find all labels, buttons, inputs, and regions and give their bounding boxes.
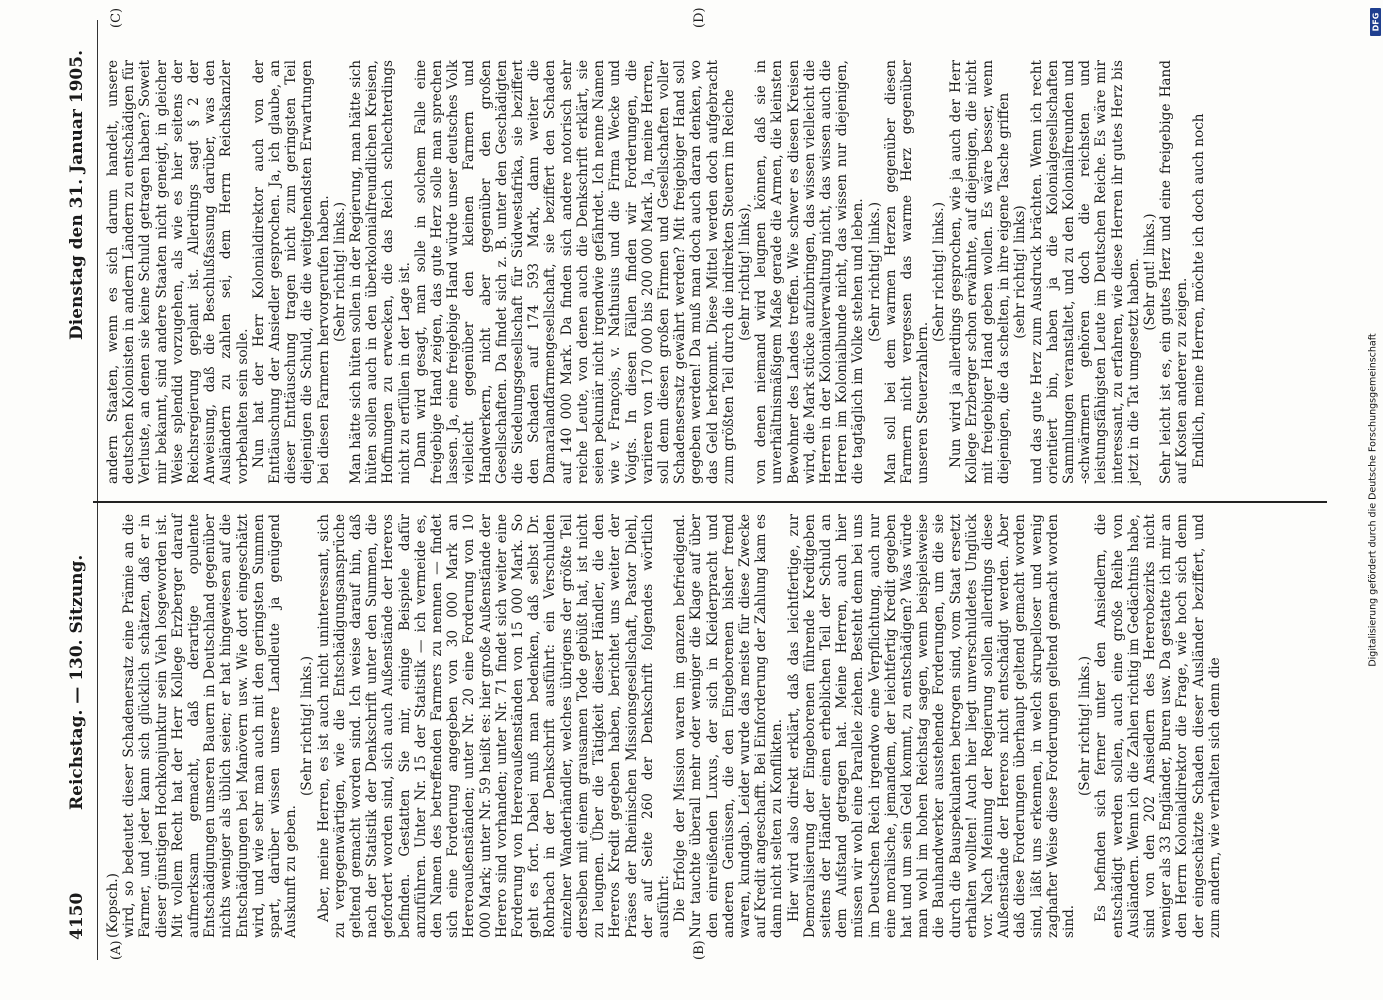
paragraph: wird, so bedeutet dieser Schadenersatz eine Prämie an die Farmer, und jeder kann sich glücklich schätzen, daß er in dieser günstigen Hochkonjunktur sein Vieh losgeworden ist. Mit vollem Recht hat der Herr Kollege Erzberger darauf aufmerksam gemacht, daß derartige opulente Entschädigungen unseren Bauern in Deutschland gegenüber nichts weniger als üblich seien; er hat hingewiesen auf die Entschädigungen bei Manövern usw. Wie dort eingeschätzt wird, und wie sehr man auch mit den geringsten Summen spart, darüber wissen unsere Landleute ja genügend Auskunft zu geben.	[120, 514, 299, 938]
header-rule	[97, 20, 98, 960]
paragraph: Man hätte sich hüten sollen in der Regierung, man hätte sich hüten sollen auch in den überkolonialfreundlichen Kreisen, Hoffnungen zu erwecken, die das Reich schlechterdings nicht zu erfüllen in der Lage ist.	[347, 60, 413, 484]
paragraph: von denen niemand wird leugnen können, daß sie in unverhältnismäßigem Maße gerade die Armen, die kleinsten Bewohner des Landes treffen. Wie schwer es diesen Kreisen wird, die Mark stücke aufzubringen, das wissen vielleicht die Herren in der Kolonialverwaltung nicht, das wissen auch die Herren im Kolonialbunde nicht, das wissen nur diejenigen, die tagtäglich im Volke stehen und leben.	[752, 60, 866, 484]
page-number: 4150	[66, 892, 87, 940]
paragraph: Es befinden sich ferner unter den Ansiedlern, die entschädigt werden sollen, auch eine große Reihe von Ausländern. Wenn ich die Zahlen richtig im Gedächtnis habe, sind von den 202 Ansiedlern des Hererobezirks nicht weniger als 33 Engländer, Buren usw. Da gestatte ich mir an den Herrn Kolonialdirektor die Frage, wie hoch sich denn der eingeschätzte Schaden dieser Ausländer beziffert, und zum andern, wie verhalten sich denn die	[1092, 514, 1223, 938]
paragraph: Dann wird gesagt, man solle in solchem Falle eine freigebige Hand zeigen, das gute Herz solle man sprechen lassen. Ja, eine freigebige Hand würde unser deutsches Volk vielleicht gegenüber den kleinen Farmern und Handwerkern, nicht aber gegenüber den großen Gesellschaften. Da findet sich z. B. unter den Geschädigten die Siedelungsgesellschaft für Südwestafrika, sie beziffert den Schaden auf 174 593 Mark, dann weiter die Damaralandfarmengesellschaft, sie beziffert den Schaden auf 140 000 Mark. Da finden sich andere notorisch sehr reiche Leute, von denen auch die Denkschrift erklärt, sie seien pekuniär nicht irgendwie gefährdet. Ich nenne Namen wie v. François, v. Nathusius und die Firma Wecke und Voigts. In diesen Fällen finden wir Forderungen, die variieren von 170 000 bis 200 000 Mark. Ja, meine Herren, soll denn diesen großen Firmen und Gesellschaften voller Schadensersatz gewährt werden? Mit freigebiger Hand soll gegeben werden! Da muß man doch auch daran denken, wo das Geld herkommt. Diese Mittel werden doch aufgebracht zum größten Teil durch die indirekten Steuern im Reiche	[412, 60, 737, 484]
paragraph: Nun wird ja allerdings gesprochen, wie ja auch der Herr Kollege Erzberger schon erwähnte, auf diejenigen, die nicht mit freigebiger Hand geben wollen. Es wäre besser, wenn diejenigen, die da schelten, in ihre eigene Tasche griffen	[947, 60, 1012, 484]
interjection: (Sehr richtig! links.)	[331, 201, 348, 343]
interjection: (Sehr gut! links.)	[1141, 213, 1158, 331]
interjection: (Sehr richtig! links.)	[866, 201, 883, 343]
paragraph: Endlich, meine Herren, möchte ich doch auch noch	[1190, 113, 1207, 468]
interjection: (sehr richtig! links)	[1011, 205, 1028, 339]
paragraph: Sehr leicht ist es, ein gutes Herz und eine freigebige Hand auf Kosten anderer zu zeigen.	[1157, 60, 1190, 484]
left-column	[105, 514, 1223, 938]
interjection: (Sehr richtig! links.)	[298, 655, 315, 797]
margin-marker-d: (D)	[691, 7, 707, 28]
right-column	[105, 60, 1207, 484]
page-header	[63, 40, 97, 940]
paragraph: und das gute Herz zum Ausdruck brächten. Wenn ich recht orientiert bin, haben ja die Kolonialgesellschaften Sammlungen veranstaltet, und zu den Kolonialfreunden und -schwärmern gehören doch die reichsten und leistungsfähigsten Leute im Deutschen Reiche. Es wäre mir interessant, zu erfahren, wie diese Herren ihr gutes Herz bis jetzt in die Tat umgesetzt haben.	[1028, 60, 1142, 484]
paragraph: andern Staaten, wenn es sich darum handelt, unsere deutschen Kolonisten in andern Ländern zu entschädigen für Verluste, an denen sie keine Schuld getragen haben? Soweit mir bekannt, sind andere Staaten nicht geneigt, in gleicher Weise splendid vorzugehen, als wie es hier seitens der Reichsregierung geplant ist. Allerdings sagt § 2 der Anweisung, daß die Beschlußfassung darüber, was den Ausländern zu zahlen sei, dem Herrn Reichskanzler vorbehalten sein solle.	[104, 60, 251, 484]
margin-marker-b: (B)	[691, 940, 707, 960]
paragraph: Nun hat der Herr Kolonialdirektor auch von der Enttäuschung der Ansiedler gesprochen. Ja, ich glaube, an dieser Enttäuschung tragen nicht zum geringsten Teil diejenigen die Schuld, die die weitgehendsten Erwartungen bei diesen Farmern hervorgerufen haben.	[250, 60, 332, 484]
speaker-name: (Kopsch.)	[104, 873, 121, 938]
interjection: (Sehr richtig! links.)	[1076, 655, 1093, 797]
session-title: Reichstag. — 130. Sitzung.	[66, 554, 87, 810]
column-divider	[93, 501, 1327, 503]
margin-marker-a: (A)	[108, 940, 124, 960]
quotation: Die Erfolge der Mission waren im ganzen befriedigend. Nur tauchte überall mehr oder weniger die Klage auf über den einreißenden Luxus, der sich in Kleiderpracht und anderen Genüssen, die den Eingeborenen bisher fremd waren, kundgab. Leider wurde das meiste für diese Zwecke auf Kredit angeschafft. Bei Einforderung der Zahlung kam es dann nicht selten zu Konflikten.	[671, 514, 785, 938]
margin-marker-c: (C)	[108, 7, 124, 28]
funding-note	[1366, 10, 1380, 990]
dfg-logo-text: DFG	[1371, 12, 1380, 32]
interjection: (sehr richtig! links),	[736, 203, 753, 341]
paragraph: Hier wird also direkt erklärt, daß das leichtfertige, zur Demoralisierung der Eingeborenen führende Kreditgeben seitens der Händler einen erheblichen Teil der Schuld an dem Aufstand getragen hat. Meine Herren, auch hier müssen wir wohl eine Parallele ziehen. Besteht denn bei uns im Deutschen Reich irgendwo eine Verpflichtung, auch nur eine moralische, jemandem, der leichtfertig Kredit gegeben hat und um sein Geld kommt, zu entschädigen? Was würde man wohl im hohen Reichstag sagen, wenn beispielsweise die Bauhandwerker ausstehende Forderungen, um die sie durch die Bauspekulanten betrogen sind, vom Staat ersetzt erhalten wollten! Auch hier liegt unverschuldetes Unglück vor. Nach Meinung der Regierung sollen allerdings diese Außenstände der Hereros nicht entschädigt werden. Aber daß diese Forderungen überhaupt geltend gemacht worden sind, läßt uns erkennen, in welch skrupelloser und wenig zaghafter Weise diese Forderungen geltend gemacht worden sind.	[785, 514, 1077, 938]
paragraph: Aber, meine Herren, es ist auch nicht uninteressant, sich zu vergegenwärtigen, wie die Entschädigungsansprüche geltend gemacht worden sind. Ich weise darauf hin, daß nach der Statistik der Denkschrift unter den Summen, die gefordert worden sind, sich auch Außenstände der Hereros befinden. Gestatten Sie mir, einige Beispiele dafür anzuführen. Unter Nr. 15 der Statistik — ich vermeide es, den Namen des betreffenden Farmers zu nennen — findet sich eine Forderung angegeben von 30 000 Mark an Hereroaußenständen; unter Nr. 20 eine Forderung von 10 000 Mark; unter Nr. 59 heißt es: hier große Außenstände der Herero sind vorhanden; unter Nr. 71 findet sich weiter eine Forderung von Hereroaußenständen von 15 000 Mark. So geht es fort. Dabei muß man bedenken, daß selbst Dr. Rohrbach in der Denkschrift ausführt: ein Verschulden einzelner Wanderhändler, welches übrigens der größte Teil derselben mit einem grausamen Tode gebüßt hat, ist nicht zu leugnen. Über die Tätigkeit dieser Händler, die den Hereros Kredit gegeben haben, berichtet uns weiter der Präses der Rheinischen Missionsgesellschaft, Pastor Diehl, der auf Seite 260 der Denkschrift folgendes wörtlich ausführt:	[315, 514, 672, 938]
funding-note-text: Digitalisierung gefördert durch die Deutsche Forschungsgemeinschaft	[1367, 333, 1379, 667]
interjection: (Sehr richtig! links.)	[930, 201, 947, 343]
paragraph: Man soll bei dem warmen Herzen gegenüber diesen Farmern nicht vergessen das warme Herz gegenüber unseren Steuerzahlern.	[882, 60, 931, 484]
session-date: Dienstag den 31. Januar 1905.	[66, 50, 87, 340]
rotated-page-content	[27, 0, 1357, 1000]
